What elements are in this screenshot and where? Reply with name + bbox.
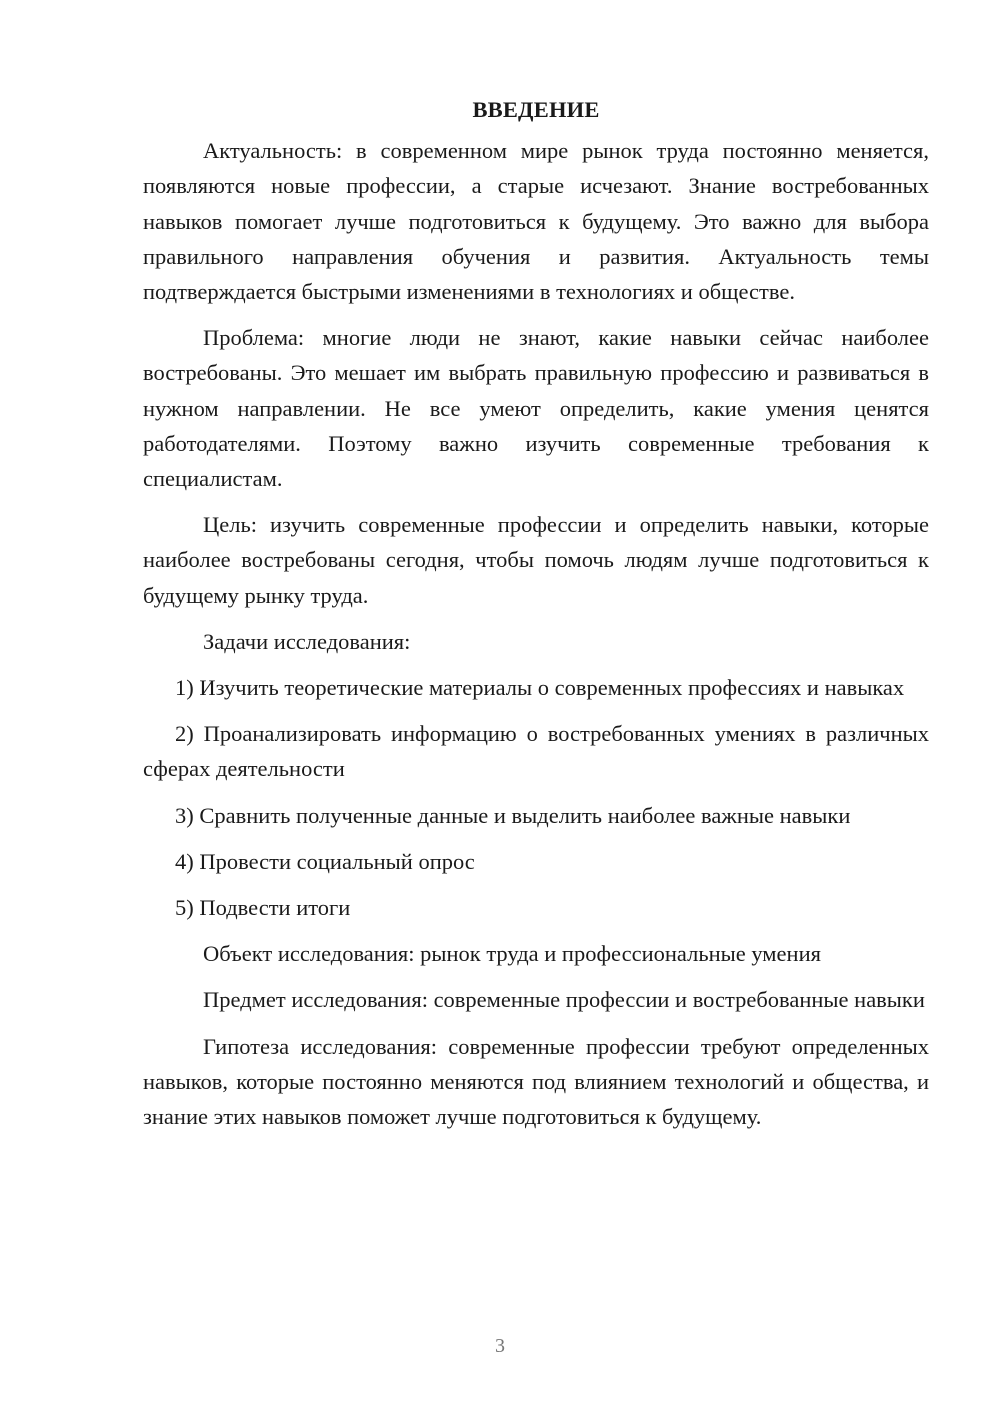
- object-paragraph: Объект исследования: рынок труда и профессиональные умения: [203, 941, 821, 967]
- hypothesis-paragraph: Гипотеза исследования: современные профессии требуют определенных навыков, которые постоянно меняются под влиянием технологий и общества, и знание этих навыков поможет лучше подготовиться к будущему.: [143, 1033, 929, 1130]
- task-item-4: 4) Провести социальный опрос: [175, 848, 475, 874]
- goal-paragraph: Цель: изучить современные профессии и определить навыки, которые наиболее востребованы сегодня, чтобы помочь людям лучше подготовиться к будущему рынку труда.: [143, 512, 929, 608]
- task-item-2: 2) Проанализировать информацию о востребованных умениях в различных сферах деятельности: [143, 721, 929, 782]
- relevance-paragraph: Актуальность: в современном мире рынок труда постоянно меняется, появляются новые профессии, а старые исчезают. Знание востребованных навыков помогает лучше подготовиться к будущему. Это важно для выбора правильного направления обучения и развития. Актуальность темы подтверждается быстрыми изменениями в технологиях и обществе.: [143, 138, 929, 305]
- page-title: ВВЕДЕНИЕ: [472, 97, 600, 122]
- task-item-5: 5) Подвести итоги: [175, 895, 351, 921]
- page-number: 3: [495, 1335, 505, 1357]
- subject-paragraph: Предмет исследования: современные профессии и востребованные навыки: [203, 987, 925, 1013]
- document-page: [143, 92, 929, 1145]
- tasks-heading: Задачи исследования:: [203, 628, 411, 654]
- task-item-1: 1) Изучить теоретические материалы о современных профессиях и навыках: [175, 675, 905, 701]
- task-item-3: 3) Сравнить полученные данные и выделить наиболее важные навыки: [175, 802, 851, 828]
- problem-paragraph: Проблема: многие люди не знают, какие навыки сейчас наиболее востребованы. Это мешает им выбрать правильную профессию и развиваться в нужном направлении. Не все умеют определить, какие умения ценятся работодателями. Поэтому важно изучить современные требования к специалистам.: [143, 325, 929, 492]
